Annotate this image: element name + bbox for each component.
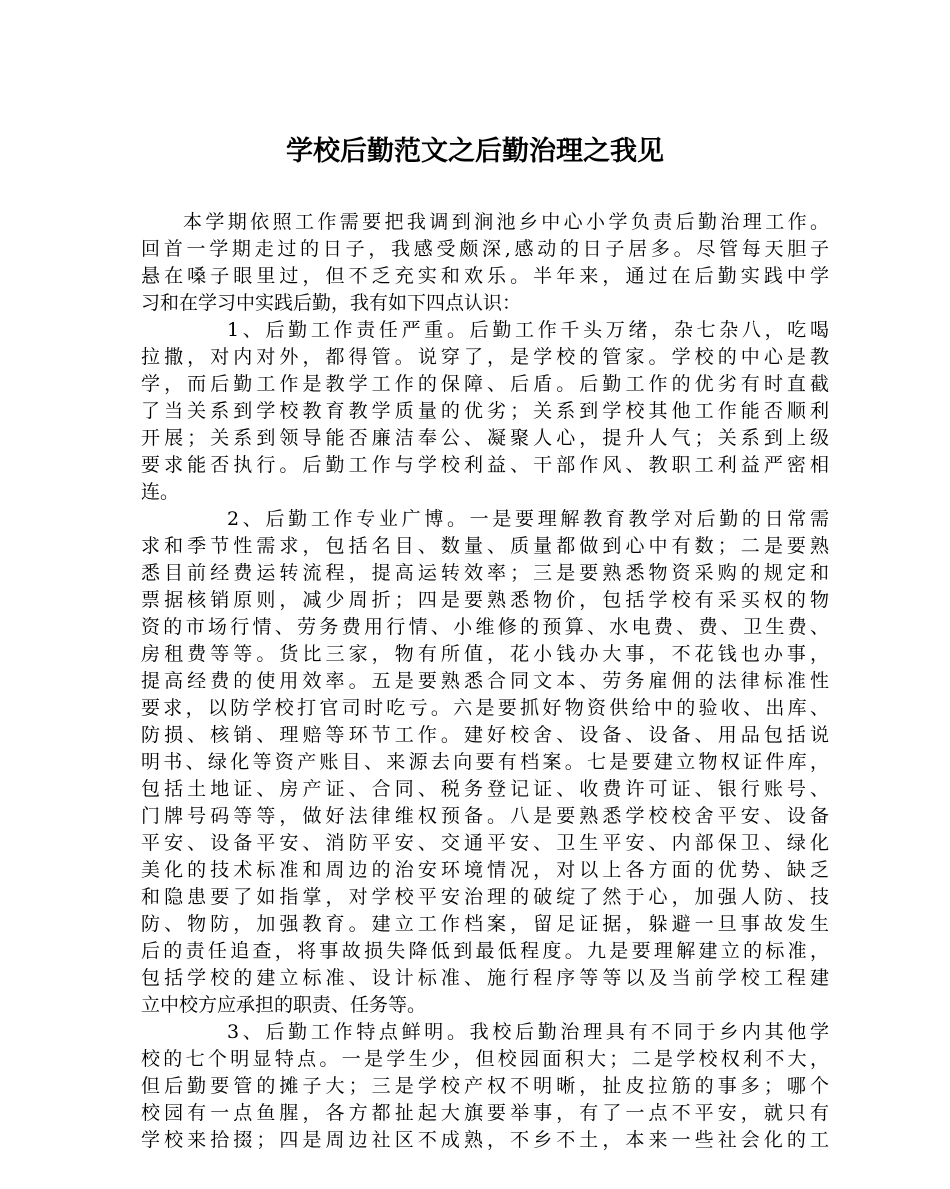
text-line: 资的市场行情、劳务费用行情、小维修的预算、水电费、费、卫生费、: [141, 616, 829, 638]
text-line: 要求能否执行。后勤工作与学校利益、干部作风、教职工利益严密相: [141, 454, 829, 476]
text-line: 要求，以防学校打官司时吃亏。六是要抓好物资供给中的验收、出库、: [141, 697, 829, 719]
text-line: 悬在嗓子眼里过，但不乏充实和欢乐。半年来，通过在后勤实践中学: [141, 265, 829, 287]
text-line: 房租费等等。货比三家，物有所值，花小钱办大事，不花钱也办事，: [141, 643, 829, 665]
text-line: 学，而后勤工作是教学工作的保障、后盾。后勤工作的优劣有时直截: [141, 373, 829, 395]
text-line: 本学期依照工作需要把我调到涧池乡中心小学负责后勤治理工作。: [183, 211, 829, 233]
text-line: 校的七个明显特点。一是学生少，但校园面积大；二是学校权利不大，: [141, 1048, 829, 1070]
text-line: 门牌号码等等，做好法律维权预备。八是要熟悉学校校舍平安、设备: [141, 805, 829, 827]
text-line: 3、后勤工作特点鲜明。我校后勤治理具有不同于乡内其他学: [227, 1021, 829, 1043]
text-line: 立中校方应承担的职责、任务等。: [141, 994, 427, 1016]
text-line: 后的责任追查，将事故损失降低到最低程度。九是要理解建立的标准，: [141, 940, 829, 962]
text-line: 2、后勤工作专业广博。一是要理解教育教学对后勤的日常需: [227, 508, 829, 530]
text-line: 拉撒，对内对外，都得管。说穿了，是学校的管家。学校的中心是教: [141, 346, 829, 368]
text-line: 明书、绿化等资产账目、来源去向要有档案。七是要建立物权证件库，: [141, 751, 829, 773]
text-line: 学校来拾掇；四是周边社区不成熟，不乡不土，本来一些社会化的工: [141, 1129, 829, 1151]
text-line: 但后勤要管的摊子大；三是学校产权不明晰，扯皮拉筋的事多；哪个: [141, 1075, 829, 1097]
text-line: 防、物防，加强教育。建立工作档案，留足证据，躲避一旦事故发生: [141, 913, 829, 935]
text-line: 了当关系到学校教育教学质量的优劣；关系到学校其他工作能否顺利: [141, 400, 829, 422]
text-line: 和隐患要了如指掌，对学校平安治理的破绽了然于心，加强人防、技: [141, 886, 829, 908]
text-line: 校园有一点鱼腥，各方都扯起大旗要举事，有了一点不平安，就只有: [141, 1102, 829, 1124]
document-body: [141, 209, 829, 1154]
text-line: 习和在学习中实践后勤，我有如下四点认识：: [141, 292, 522, 314]
text-line: 票据核销原则，减少周折；四是要熟悉物价，包括学校有采买权的物: [141, 589, 829, 611]
document-title: 学校后勤范文之后勤治理之我见: [286, 136, 664, 167]
text-line: 求和季节性需求，包括名目、数量、质量都做到心中有数；二是要熟: [141, 535, 829, 557]
text-line: 连。: [141, 481, 180, 503]
text-line: 包括学校的建立标准、设计标准、施行程序等等以及当前学校工程建: [141, 967, 829, 989]
text-line: 提高经费的使用效率。五是要熟悉合同文本、劳务雇佣的法律标准性: [141, 670, 829, 692]
text-line: 回首一学期走过的日子，我感受颇深,感动的日子居多。尽管每天胆子: [141, 238, 829, 260]
text-line: 1、后勤工作责任严重。后勤工作千头万绪，杂七杂八，吃喝: [227, 319, 829, 341]
text-line: 开展；关系到领导能否廉洁奉公、凝聚人心，提升人气；关系到上级: [141, 427, 829, 449]
text-line: 包括土地证、房产证、合同、税务登记证、收费许可证、银行账号、: [141, 778, 829, 800]
text-line: 悉目前经费运转流程，提高运转效率；三是要熟悉物资采购的规定和: [141, 562, 829, 584]
text-line: 美化的技术标准和周边的治安环境情况，对以上各方面的优势、缺乏: [141, 859, 829, 881]
text-line: 平安、设备平安、消防平安、交通平安、卫生平安、内部保卫、绿化: [141, 832, 829, 854]
text-line: 防损、核销、理赔等环节工作。建好校舍、设备、设备、用品包括说: [141, 724, 829, 746]
